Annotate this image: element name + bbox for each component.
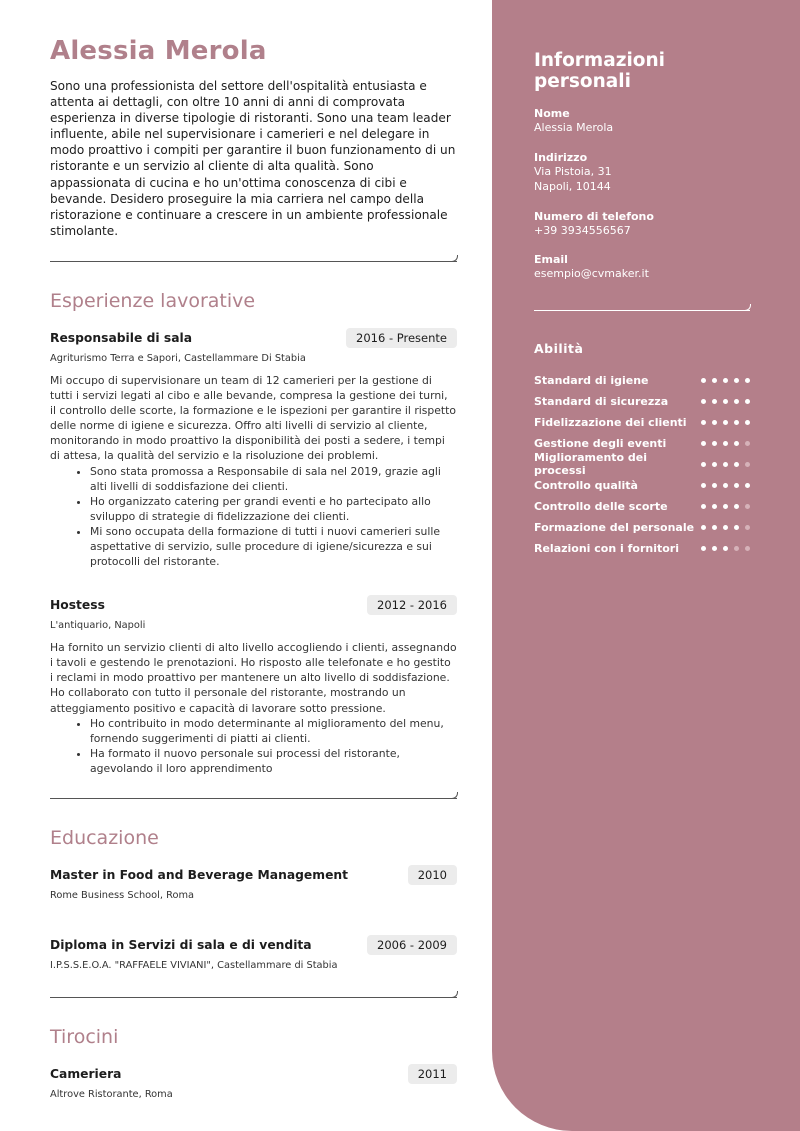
field-value: Alessia Merola [534,121,614,134]
rating-dot-filled [701,399,706,404]
education-entry [50,865,457,901]
rating-dot-empty [734,546,739,551]
skill-name: Controllo delle scorte [534,500,668,514]
skill-rating [701,420,750,425]
achievement-list [90,464,457,570]
personal-info-title: Informazioni personali [534,50,666,92]
internship-entry [50,1064,457,1100]
skill-row [534,451,750,478]
rating-dot-filled [734,378,739,383]
rating-dot-filled [701,525,706,530]
skill-name: Standard di igiene [534,373,649,387]
skill-name: Relazioni con i fornitori [534,542,680,556]
skill-row [534,391,750,412]
personal-field-address [534,151,750,195]
personal-field-email [534,253,750,282]
field-label: Numero di telefono [534,209,654,223]
experience-entry [50,595,457,776]
rating-dot-empty [745,546,750,551]
field-value: +39 3934556567 [534,223,631,237]
rating-dot-filled [701,420,706,425]
rating-dot-filled [723,378,728,383]
skill-rating [701,546,750,551]
skill-row [534,370,750,391]
skill-row [534,475,750,496]
rating-dot-filled [712,462,717,467]
rating-dot-filled [723,483,728,488]
skills-title: Abilità [534,340,584,356]
rating-dot-empty [745,504,750,509]
rating-dot-filled [712,483,717,488]
skill-row [534,412,750,433]
rating-dot-filled [701,546,706,551]
sidebar-divider [534,310,750,311]
field-value: Napoli, 10144 [534,180,611,193]
achievement-item: • Ha formato il nuovo personale sui processi del ristorante, agevolando il loro apprendimento [90,746,457,776]
achievement-list [90,716,457,776]
rating-dot-filled [723,441,728,446]
achievement-item: • Ho contribuito in modo determinante al miglioramento del menu, fornendo suggerimenti di piatti ai clienti. [90,716,457,746]
rating-dot-filled [734,462,739,467]
rating-dot-filled [712,504,717,509]
experience-entry [50,328,457,569]
rating-dot-filled [723,462,728,467]
section-divider [50,798,457,799]
rating-dot-filled [745,399,750,404]
achievement-item: • Sono stata promossa a Responsabile di sala nel 2019, grazie agli alti livelli di soddisfazione dei clienti. [90,464,457,494]
main-column [50,36,457,1100]
job-title: Responsabile di sala [50,330,193,345]
rating-dot-filled [734,399,739,404]
rating-dot-filled [734,525,739,530]
skill-name: Controllo qualità [534,479,638,493]
field-label: Email [534,253,568,266]
skill-name: Formazione del personale [534,521,695,535]
skill-rating [701,378,750,383]
rating-dot-empty [745,441,750,446]
skill-name: Gestione degli eventi [534,436,667,450]
date-badge: 2016 - Presente [346,328,457,348]
skill-rating [701,399,750,404]
rating-dot-filled [701,378,706,383]
rating-dot-filled [712,441,717,446]
rating-dot-filled [701,483,706,488]
rating-dot-filled [712,546,717,551]
rating-dot-filled [701,462,706,467]
rating-dot-filled [745,483,750,488]
education-section-title: Educazione [50,827,159,849]
rating-dot-filled [701,441,706,446]
experience-section-title: Esperienze lavorative [50,289,256,312]
education-entry [50,935,457,971]
internships-section-title: Tirocini [50,1026,119,1048]
rating-dot-filled [723,399,728,404]
employer: Agriturismo Terra e Sapori, Castellammare Di Stabia [50,352,306,364]
job-title: Hostess [50,598,105,613]
field-label: Nome [534,107,570,120]
rating-dot-filled [723,504,728,509]
school-name: I.P.S.S.E.O.A. "RAFFAELE VIVIANI", Castellammare di Stabia [50,960,338,971]
skill-name: Miglioramento dei processi [534,451,648,478]
personal-field-name [534,107,750,136]
field-value: esempio@cvmaker.it [534,267,649,280]
degree-title: Diploma in Servizi di sala e di vendita [50,938,312,952]
skill-name: Fidelizzazione dei clienti [534,415,687,429]
employer: L'antiquario, Napoli [50,620,146,632]
field-label: Indirizzo [534,150,588,164]
skill-rating [701,504,750,509]
date-badge: 2006 - 2009 [367,935,457,955]
rating-dot-filled [745,420,750,425]
personal-field-phone [534,210,750,239]
degree-title: Master in Food and Beverage Management [50,868,349,882]
rating-dot-filled [723,546,728,551]
field-value: Via Pistoia, 31 [534,164,612,178]
internship-place: Altrove Ristorante, Roma [50,1089,173,1100]
rating-dot-empty [745,462,750,467]
skill-rating [701,441,750,446]
rating-dot-filled [712,378,717,383]
skill-row [534,538,750,559]
internship-role: Cameriera [50,1067,122,1081]
rating-dot-filled [712,525,717,530]
rating-dot-filled [712,420,717,425]
skill-rating [701,483,750,488]
rating-dot-filled [734,441,739,446]
candidate-name: Alessia Merola [50,36,267,66]
rating-dot-filled [734,483,739,488]
skills-list [534,370,750,560]
rating-dot-filled [723,525,728,530]
job-description: Mi occupo di supervisionare un team di 12 camerieri per la gestione di tutti i servizi legati al cibo e alle bevande, compresa la gestione dei turni, il controllo delle scorte, la formazione e le ispezioni per garantire il rispetto delle norme di igiene e sicurezza. Offro alti livelli di servizio al cliente, monitorando in modo proattivo la disponibilità dei posti a sedere, i tempi di attesa, la qualità del servizio e la risoluzione dei problemi. [50,373,456,463]
rating-dot-filled [723,420,728,425]
date-badge: 2011 [408,1064,457,1084]
skill-row [534,496,750,517]
rating-dot-filled [734,504,739,509]
date-badge: 2010 [408,865,457,885]
skill-rating [701,525,750,530]
achievement-item: • Ho organizzato catering per grandi eventi e ho partecipato allo sviluppo di strategie di fidelizzazione dei clienti. [90,494,457,524]
date-badge: 2012 - 2016 [367,595,457,615]
rating-dot-filled [734,420,739,425]
section-divider [50,261,457,262]
skill-name: Standard di sicurezza [534,394,669,408]
sidebar [492,0,800,1131]
achievement-item: • Mi sono occupata della formazione di tutti i nuovi camerieri sulle aspettative di servizio, sulle procedure di igiene/sicurezza e sui protocolli del ristorante. [90,524,457,569]
rating-dot-filled [745,378,750,383]
profile-summary: Sono una professionista del settore dell'ospitalità entusiasta e attenta ai dettagli, con oltre 10 anni di anni di comprovata esperienza in diverse tipologie di ristoranti. Sono una team leader influente, abile nel supervisionare i camerieri e nel delegare in modo proattivo i compiti per garantire il buon funzionamento di un ristorante e un servizio al cliente di alta qualità. Sono appassionata di cucina e ho un'ottima conoscenza di cibi e bevande. Desidero proseguire la mia carriera nel campo della ristorazione e continuare a crescere in un ambiente professionale stimolante. [50,79,456,238]
school-name: Rome Business School, Roma [50,890,195,901]
rating-dot-empty [745,525,750,530]
section-divider [50,997,457,998]
skill-row [534,517,750,538]
skill-rating [701,462,750,467]
rating-dot-filled [701,504,706,509]
job-description: Ha fornito un servizio clienti di alto livello accogliendo i clienti, assegnando i tavoli e gestendo le prenotazioni. Ho risposto alle telefonate e ho gestito i reclami in modo proattivo per mantenere un alto livello di soddisfazione. Ho collaborato con tutto il personale del ristorante, mostrando un atteggiamento positivo e capacità di lavorare sotto pressione. [50,641,457,715]
rating-dot-filled [712,399,717,404]
